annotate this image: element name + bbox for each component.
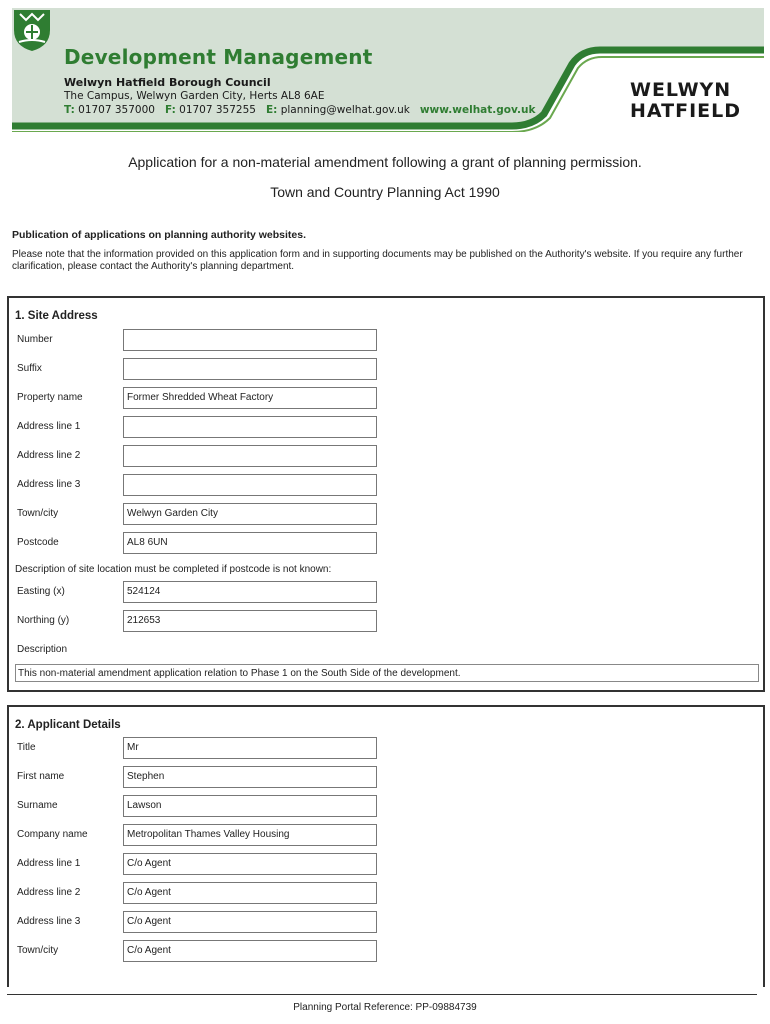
applicant-details-heading: 2. Applicant Details xyxy=(15,719,121,731)
fax-value: 01707 357255 xyxy=(179,104,256,116)
first-name-label: First name xyxy=(17,771,65,782)
applicant-details-section xyxy=(7,705,765,987)
address-line-1-field[interactable] xyxy=(123,416,377,438)
email-label: E: xyxy=(265,104,278,116)
town-city-field[interactable]: Welwyn Garden City xyxy=(123,503,377,525)
suffix-field[interactable] xyxy=(123,358,377,380)
document-title: Application for a non-material amendment following a grant of planning permission. xyxy=(128,154,642,170)
northing-label: Northing (y) xyxy=(17,615,70,626)
document-subtitle: Town and Country Planning Act 1990 xyxy=(270,184,500,200)
suffix-label: Suffix xyxy=(17,363,42,374)
northing-field[interactable]: 212653 xyxy=(123,610,377,632)
site-address-heading: 1. Site Address xyxy=(15,310,98,322)
publication-heading: Publication of applications on planning authority websites. xyxy=(12,229,307,241)
tel-label: T: xyxy=(64,104,75,116)
header-title: Development Management xyxy=(64,45,373,69)
company-name-label: Company name xyxy=(17,829,88,840)
header-contact xyxy=(64,104,535,116)
property-name-field[interactable]: Former Shredded Wheat Factory xyxy=(123,387,377,409)
number-field[interactable] xyxy=(123,329,377,351)
logo-line-2: HATFIELD xyxy=(630,100,741,122)
applicant-address-line-2-label: Address line 2 xyxy=(17,887,81,898)
description-field[interactable]: This non-material amendment application relation to Phase 1 on the South Side of the development. xyxy=(15,664,759,682)
postcode-field[interactable]: AL8 6UN xyxy=(123,532,377,554)
applicant-address-line-2-field[interactable]: C/o Agent xyxy=(123,882,377,904)
footer-divider xyxy=(7,994,757,995)
postcode-label: Postcode xyxy=(17,537,59,548)
company-name-field[interactable]: Metropolitan Thames Valley Housing xyxy=(123,824,377,846)
fax-label: F: xyxy=(164,104,176,116)
surname-label: Surname xyxy=(17,800,58,811)
first-name-field[interactable]: Stephen xyxy=(123,766,377,788)
header-address: The Campus, Welwyn Garden City, Herts AL8 6AE xyxy=(64,90,325,102)
location-note: Description of site location must be completed if postcode is not known: xyxy=(15,564,332,575)
number-label: Number xyxy=(17,334,53,345)
website-link[interactable]: www.welhat.gov.uk xyxy=(419,104,536,116)
address-line-2-field[interactable] xyxy=(123,445,377,467)
applicant-address-line-3-label: Address line 3 xyxy=(17,916,81,927)
tel-value: 01707 357000 xyxy=(78,104,155,116)
town-city-label: Town/city xyxy=(17,508,59,519)
property-name-label: Property name xyxy=(17,392,83,403)
description-label: Description xyxy=(17,644,68,655)
header-banner xyxy=(12,8,764,132)
easting-label: Easting (x) xyxy=(17,586,65,597)
applicant-town-city-field[interactable]: C/o Agent xyxy=(123,940,377,962)
applicant-address-line-1-label: Address line 1 xyxy=(17,858,81,869)
header-council-name: Welwyn Hatfield Borough Council xyxy=(64,76,271,89)
site-address-section xyxy=(7,296,765,692)
address-line-3-field[interactable] xyxy=(123,474,377,496)
council-logo-text xyxy=(630,80,741,122)
easting-field[interactable]: 524124 xyxy=(123,581,377,603)
title-field[interactable]: Mr xyxy=(123,737,377,759)
address-line-3-label: Address line 3 xyxy=(17,479,81,490)
logo-line-1: WELWYN xyxy=(630,79,732,101)
applicant-town-city-label: Town/city xyxy=(17,945,59,956)
publication-note: Please note that the information provided on this application form and in supporting documents may be published on the Authority's website. If you require any further clarification, please contact the Authority's planning department. xyxy=(12,249,743,272)
applicant-address-line-1-field[interactable]: C/o Agent xyxy=(123,853,377,875)
planning-portal-reference: Planning Portal Reference: PP-09884739 xyxy=(293,1002,477,1013)
surname-field[interactable]: Lawson xyxy=(123,795,377,817)
title-label: Title xyxy=(17,742,36,753)
address-line-1-label: Address line 1 xyxy=(17,421,81,432)
email-link[interactable]: planning@welhat.gov.uk xyxy=(280,104,410,116)
address-line-2-label: Address line 2 xyxy=(17,450,81,461)
council-crest-icon xyxy=(12,8,52,52)
applicant-address-line-3-field[interactable]: C/o Agent xyxy=(123,911,377,933)
